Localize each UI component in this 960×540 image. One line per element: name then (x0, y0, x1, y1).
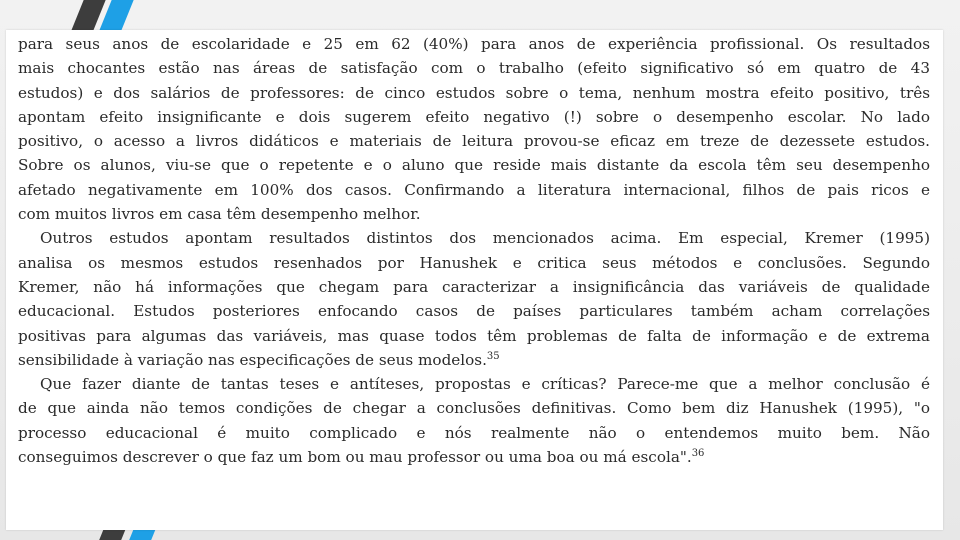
text-line: processo educacional é muito complicado e nós realmente não o entendemos muito bem. Não (18, 423, 930, 442)
text-line: mais chocantes estão nas áreas de satisfação com o trabalho (efeito significativo só em quatro de 43 (18, 59, 930, 78)
text-line-with-footnote (18, 348, 930, 372)
text-line: apontam efeito insignificante e dois sugerem efeito negativo (!) sobre o desempenho escolar. No lado (18, 107, 930, 126)
body-text (18, 32, 930, 469)
scanned-text-image (6, 30, 943, 530)
text-line: para seus anos de escolaridade e 25 em 62 (40%) para anos de experiência profissional. Os resultados (18, 35, 930, 53)
text-line: estudos) e dos salários de professores: de cinco estudos sobre o tema, nenhum mostra efeito positivo, três (18, 83, 930, 102)
text-line: de que ainda não temos condições de chegar a conclusões definitivas. Como bem diz Hanushek (1995), "o (18, 399, 930, 418)
text-line-with-footnote (18, 445, 930, 469)
text-line: afetado negativamente em 100% dos casos. Confirmando a literatura internacional, filhos de pais ricos e (18, 180, 930, 199)
text-line: Outros estudos apontam resultados distintos dos mencionados acima. Em especial, Kremer (1995) (40, 229, 930, 248)
text-line: analisa os mesmos estudos resenhados por Hanushek e critica seus métodos e conclusões. Segundo (18, 253, 930, 272)
text-line: positivo, o acesso a livros didáticos e materiais de leitura provou-se eficaz em treze de dezessete estudos. (18, 132, 930, 151)
text-line: conseguimos descrever o que faz um bom ou mau professor ou uma boa ou má escola". (18, 448, 692, 467)
text-line: positivas para algumas das variáveis, mas quase todos têm problemas de falta de informação e de extrema (18, 326, 930, 345)
text-line: educacional. Estudos posteriores enfocando casos de países particulares também acham correlações (18, 302, 930, 321)
decorative-stripe (98, 0, 136, 34)
text-line: sensibilidade à variação nas especificações de seus modelos. (18, 350, 487, 369)
footnote-marker: 35 (486, 350, 500, 362)
text-line: Que fazer diante de tantas teses e antíteses, propostas e críticas? Parece-me que a melhor conclusão é (40, 375, 930, 394)
footnote-marker: 36 (691, 448, 705, 460)
text-line: Kremer, não há informações que chegam para caracterizar a insignificância das variáveis de qualidade (18, 277, 930, 296)
text-line: Sobre os alunos, viu-se que o repetente e o aluno que reside mais distante da escola têm seu desempenho (18, 156, 930, 175)
text-line: com muitos livros em casa têm desempenho melhor. (18, 205, 421, 224)
